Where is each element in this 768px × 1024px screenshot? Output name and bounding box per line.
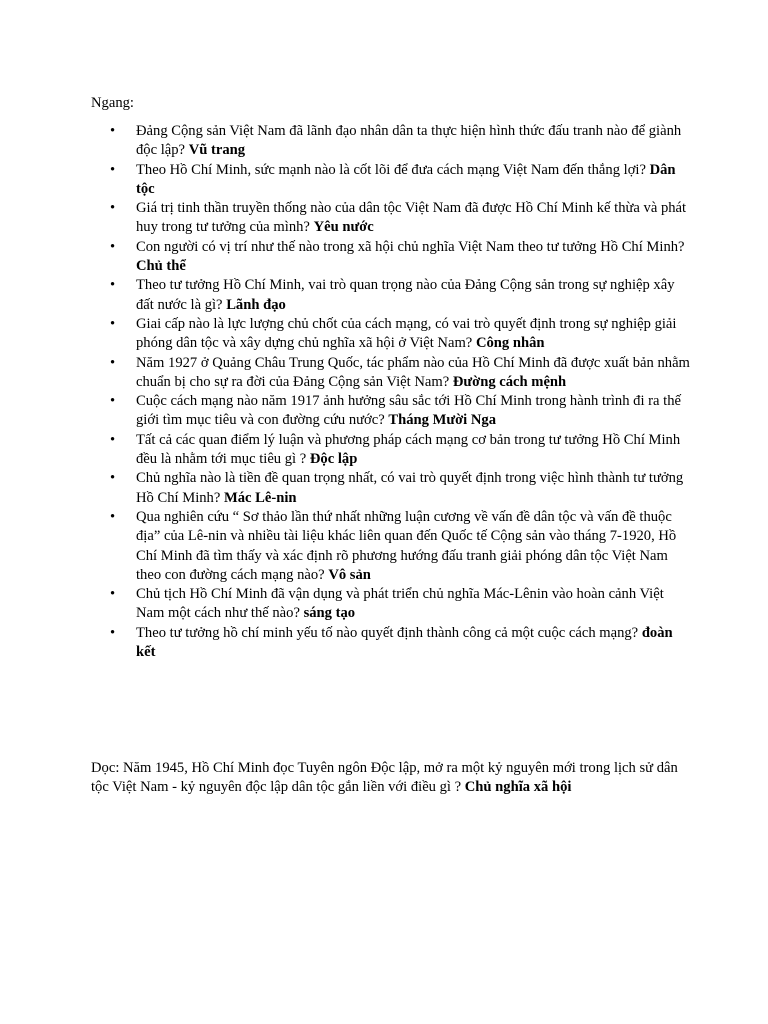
list-item: [91, 276, 691, 315]
vertical-question: [91, 759, 681, 798]
list-item: [91, 161, 691, 200]
list-item: [91, 315, 691, 354]
bullet-icon: •: [110, 470, 116, 487]
question-text: Giá trị tinh thần truyền thống nào của dân tộc Việt Nam đã được Hồ Chí Minh kế thừa và phát huy trong tư tưởng của mình?: [136, 200, 687, 236]
bullet-icon: •: [110, 586, 116, 603]
answer-text: Vô sản: [328, 566, 371, 583]
question-text: Theo tư tưởng hồ chí minh yếu tố nào quyết định thành công cả một cuộc cách mạng?: [136, 624, 642, 641]
question-text: Cuộc cách mạng nào năm 1917 ảnh hưởng sâu sắc tới Hồ Chí Minh trong hành trình đi ra thế giới tìm mục tiêu và con đường cứu nước?: [136, 393, 681, 429]
answer-text: Tháng Mười Nga: [388, 412, 497, 429]
bullet-icon: •: [110, 393, 116, 410]
question-text: Theo Hồ Chí Minh, sức mạnh nào là cốt lõi để đưa cách mạng Việt Nam đến thắng lợi?: [136, 161, 650, 178]
bullet-icon: •: [110, 354, 116, 371]
bullet-icon: •: [110, 161, 116, 178]
list-item: [91, 392, 691, 431]
question-text: Con người có vị trí như thế nào trong xã hội chủ nghĩa Việt Nam theo tư tưởng Hồ Chí Minh?: [136, 238, 685, 255]
bullet-icon: •: [110, 508, 116, 525]
list-item: [91, 508, 691, 585]
bullet-icon: •: [110, 200, 116, 217]
question-text: Chủ tịch Hồ Chí Minh đã vận dụng và phát triển chủ nghĩa Mác-Lênin vào hoàn cảnh Việt Nam một cách như thế nào?: [136, 586, 664, 622]
answer-text: Yêu nước: [313, 219, 374, 236]
list-item: [91, 238, 691, 277]
bullet-icon: •: [110, 277, 116, 294]
vertical-answer-text: Chủ nghĩa xã hội: [464, 779, 572, 796]
bullet-icon: •: [110, 315, 116, 332]
answer-text: Độc lập: [309, 451, 358, 468]
across-heading: Ngang:: [91, 95, 134, 111]
bullet-icon: •: [110, 624, 116, 641]
question-text: Chủ nghĩa nào là tiền đề quan trọng nhất, có vai trò quyết định trong việc hình thành tư tưởng Hồ Chí Minh?: [136, 470, 684, 506]
answer-text: Chủ thể: [136, 258, 186, 275]
list-item: [91, 199, 691, 238]
answer-text: Đường cách mệnh: [452, 373, 567, 390]
question-text: Giai cấp nào là lực lượng chủ chốt của cách mạng, có vai trò quyết định trong sự nghiệp giải phóng dân tộc và xây dựng chủ nghĩa xã hội ở Việt Nam?: [136, 315, 677, 352]
question-text: Theo tư tưởng Hồ Chí Minh, vai trò quan trọng nào của Đảng Cộng sản trong sự nghiệp xây đất nước là gì?: [136, 277, 675, 313]
bullet-icon: •: [110, 123, 116, 139]
answer-text: Dân tộc: [136, 161, 676, 197]
list-item: [91, 469, 691, 508]
list-item: [91, 585, 691, 624]
question-text: Tất cả các quan điểm lý luận và phương pháp cách mạng cơ bản trong tư tưởng Hồ Chí Minh đều là nhằm tới mục tiêu gì ?: [136, 431, 681, 468]
bullet-icon: •: [110, 431, 116, 448]
bullet-icon: •: [110, 238, 116, 255]
answer-text: đoàn kết: [136, 624, 673, 661]
list-item: [91, 354, 691, 393]
list-item: [91, 431, 691, 470]
question-text: Qua nghiên cứu “ Sơ thảo lần thứ nhất những luận cương về vấn đề dân tộc và vấn đề thuộc địa” của Lê-nin và nhiều tài liệu khác liên quan đến Quốc tế Cộng sản vào tháng 7-1920, Hồ Chí Minh đã tìm thấy và xác định rõ phương hướng đấu tranh giải phóng dân tộc Việt Nam theo con đường cách mạng nào?: [136, 508, 677, 583]
list-item: [91, 122, 691, 161]
answer-text: Vũ trang: [188, 142, 246, 159]
question-text: Năm 1927 ở Quảng Châu Trung Quốc, tác phẩm nào của Hồ Chí Minh đã được xuất bản nhằm chuẩn bị cho sự ra đời của Đảng Cộng sản Việt Nam?: [136, 354, 690, 390]
across-question-list: [91, 122, 691, 662]
answer-text: Mác Lê-nin: [223, 489, 297, 506]
question-text: Đảng Cộng sản Việt Nam đã lãnh đạo nhân dân ta thực hiện hình thức đấu tranh nào để giành độc lập?: [136, 123, 682, 159]
vertical-question-text: Dọc: Năm 1945, Hồ Chí Minh đọc Tuyên ngôn Độc lập, mở ra một kỷ nguyên mới trong lịch sử dân tộc Việt Nam - kỷ nguyên độc lập dân tộc gắn liền với điều gì ?: [91, 760, 678, 796]
answer-text: Lãnh đạo: [226, 296, 286, 313]
answer-text: sáng tạo: [303, 605, 356, 622]
answer-text: Công nhân: [475, 335, 545, 352]
list-item: [91, 624, 691, 663]
